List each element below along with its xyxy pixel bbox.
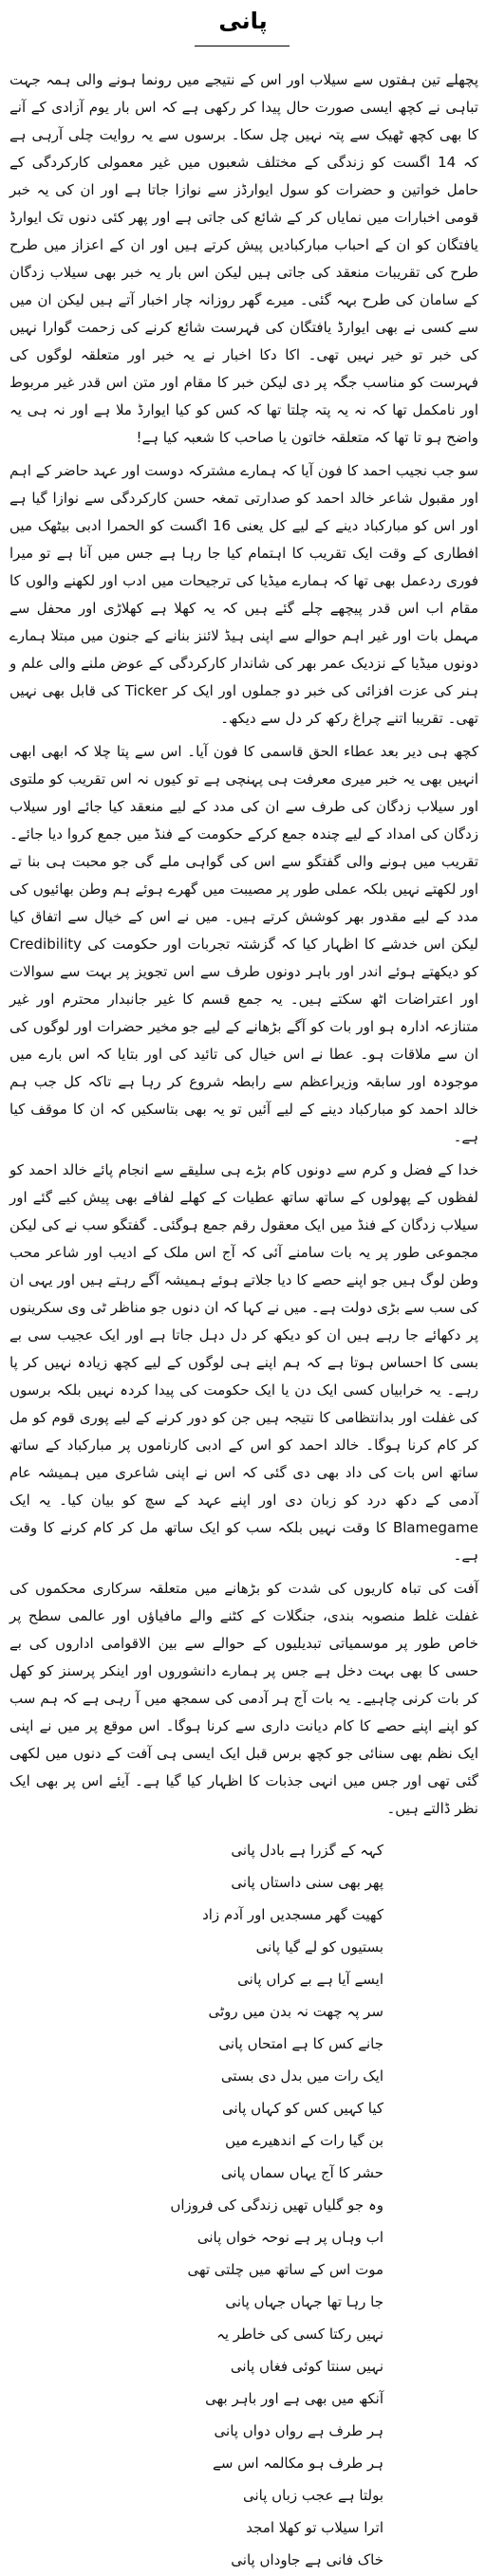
poem-line: پھر بھی سنی داستاں پانی	[231, 1874, 383, 1891]
poem-line: اترا سیلاب تو کھلا امجد	[246, 2519, 383, 2536]
column-title: پانی	[218, 8, 268, 34]
poem-line: ہر طرف ہو مکالمہ اس سے	[213, 2455, 383, 2472]
poem-line: بستیوں کو لے گیا پانی	[255, 1938, 383, 1955]
paragraph: سو جب نجیب احمد کا فون آیا کہ ہمارے مشترکہ دوست اور عہد حاضر کے اہم اور مقبول شاعر خالد احمد کو صدارتی تمغہ حسن کارکردگی سے نوازا گیا ہے اور اس کو مبارکباد دینے کے لیے کل یعنی 16 اگست کو الحمرا ادبی بیٹھک میں افطاری کے وقت ایک تقریب کا اہتمام کیا جا رہا ہے جس میں آنا ہے تو میرا فوری ردعمل بھی تھا کہ ہمارے میڈیا کی ترجیحات میں ادب اور لکھنے والوں کا مقام اب اس قدر پیچھے چلے گئے ہیں کہ یہ کھلا ہے کھلاڑی اور محفل سے مہمل بات اور غیر اہم حوالے سے اپنی ہیڈ لائنز بنانے کے جنون میں مبتلا ہمارے دونوں میڈیا کے نزدیک عمر بھر کی شاندار کارکردگی کے عوض ملنے والی علم و ہنر کی عزت افزائی کی خبر دو جملوں اور ایک کر Ticker کی قابل بھی نہیں تھی۔ تقریبا اتنے چراغ رکھ کر دل سے دیکھ۔	[9, 462, 478, 727]
article-body	[0, 66, 486, 1823]
poem-line: بن گیا رات کے اندھیرے میں	[225, 2132, 383, 2149]
poem-line: سر پہ چھت نہ بدن میں روٹی	[208, 2003, 383, 2020]
paragraph: پچھلے تین ہفتوں سے سیلاب اور اس کے نتیجے میں رونما ہونے والی ہمہ جہت تباہی نے کچھ ایسی صورت حال پیدا کر رکھی ہے کہ اس بار یوم آزادی کے آنے کا بھی کچھ ٹھیک سے پتہ نہیں چل سکا۔ برسوں سے یہ روایت چلی آرہی ہے کہ 14 اگست کو زندگی کے مختلف شعبوں میں غیر معمولی کارکردگی کے حامل خواتین و حضرات کو سول ایوارڈز سے نوازا جاتا ہے اور ان کی یہ خبر قومی اخبارات میں نمایاں کر کے شائع کی جاتی ہے اور پھر کئی دنوں تک ایوارڈ یافتگان کو ان کے احباب مبارکبادیں پیش کرتے ہیں اور ان کے اعزاز میں طرح طرح کی تقریبات منعقد کی جاتی ہیں لیکن اس بار یہ خبر بھی سیلاب زدگان کے سامان کی طرح بہہ گئی۔ میرے گھر روزانہ چار اخبار آتے ہیں لیکن ان میں سے کسی نے بھی ایوارڈ یافتگان کی فہرست شائع کرنے کی زحمت گوارا نہیں کی خبر تو خیر نہیں تھی۔ اکا دکا اخبار نے یہ خبر اور متعلقہ لوگوں کی فہرست کو مناسب جگہ پر دی لیکن خبر کا مقام اور متن اس قدر غیر مربوط اور نامکمل تھا کہ نہ یہ پتہ چلتا تھا کہ کس کو کیا ایوارڈ ملا ہے اور نہ ہی یہ واضح ہو تا تھا کہ متعلقہ خاتون یا صاحب کا شعبہ کیا ہے!	[9, 71, 478, 446]
poem-line: اب وہاں پر ہے نوحہ خواں پانی	[196, 2229, 383, 2246]
paragraph: خدا کے فضل و کرم سے دونوں کام بڑے ہی سلیقے سے انجام پائے خالد احمد کو لفظوں کے پھولوں کے ساتھ ساتھ عطیات کے کھلے لفافے بھی پیش کیے گئے اور سیلاب زدگان کے فنڈ میں ایک معقول رقم جمع ہوگئی۔ گفتگو سب نے کی لیکن مجموعی طور پر یہ بات سامنے آئی کہ آج اس ملک کے ادیب اور شاعر محب وطن لوگ ہیں جو اپنے حصے کا دیا جلاتے ہوئے ہمیشہ آگے رہتے ہیں اور یہی ان کی سب سے بڑی دولت ہے۔ میں نے کہا کہ ان دنوں جو مناظر ٹی وی سکرینوں پر دکھائے جا رہے ہیں ان کو دیکھ کر دل دہل جاتا ہے اور ایک عجیب سی بے بسی کا احساس ہوتا ہے کہ ہم اپنے ہی لوگوں کے لیے کچھ زیادہ نہیں کر پا رہے۔ یہ خرابیاں کسی ایک دن یا ایک حکومت کی پیدا کردہ نہیں بلکہ برسوں کی غفلت اور بدانتظامی کا نتیجہ ہیں جن کو دور کرنے کے لیے پوری قوم کو مل کر کام کرنا ہوگا۔ خالد احمد کو اس کے ادبی کارناموں پر مبارکباد کے ساتھ ساتھ اس بات کی داد بھی دی گئی کہ اس نے اپنی شاعری میں ہمیشہ عام آدمی کے دکھ درد کو زبان دی اور اپنے عہد کے سچ کو بیان کیا۔ یہ ایک Blamegame کا وقت نہیں بلکہ سب کو ایک ساتھ مل کر کام کرنے کا وقت ہے۔	[9, 1161, 478, 1564]
poem-line: جا رہا تھا جہاں جہاں پانی	[225, 2293, 383, 2310]
poem-line: کیا کہیں کس کو کہاں پانی	[221, 2100, 383, 2117]
poem-line: ہر طرف ہے رواں دواں پانی	[214, 2422, 383, 2439]
header	[0, 0, 486, 66]
poem	[0, 1828, 486, 2576]
poem-line: حشر کا آج یہاں سماں پانی	[220, 2164, 383, 2181]
poem-line: بولتا ہے عجب زباں پانی	[242, 2487, 383, 2504]
poem-line: کھیت گھر مسجدیں اور آدم زاد	[202, 1906, 383, 1923]
poem-line: کہہ کے گزرا ہے بادل پانی	[231, 1842, 383, 1859]
paragraph: آفت کی تباہ کاریوں کی شدت کو بڑھانے میں متعلقہ سرکاری محکموں کی غفلت غلط منصوبہ بندی، جنگلات کے کٹنے والے مافیاؤں اور عالمی سطح پر خاص طور پر موسمیاتی تبدیلیوں کے حوالے سے بین الاقوامی اداروں کی بے حسی کا بھی بہت دخل ہے جس پر ہمارے دانشوروں اور اینکر پرسنز کو کھل کر بات کرنی چاہیے۔ یہ بات آج ہر آدمی کی سمجھ میں آ رہی ہے کہ ہم سب کو اپنے اپنے حصے کا کام دیانت داری سے کرنا ہوگا۔ اس موقع پر میں نے اپنی ایک نظم بھی سنائی جو کچھ برس قبل ایک ایسی ہی آفت کے دنوں میں لکھی گئی تھی اور جس میں انہی جذبات کا اظہار کیا گیا ہے۔ آیئے اس پر بھی ایک نظر ڈالتے ہیں۔	[9, 1580, 478, 1817]
poem-line: نہیں رکتا کسی کی خاطر یہ	[216, 2326, 383, 2343]
paragraph: کچھ ہی دیر بعد عطاء الحق قاسمی کا فون آیا۔ اس سے پتا چلا کہ ابھی ابھی انہیں بھی یہ خبر میری معرفت ہی پہنچی ہے تو کیوں نہ اس تقریب کو ملتوی اور سیلاب زدگان کی طرف سے ان کی مدد کے لیے منعقد کیا جائے اور سیلاب زدگان کی امداد کے لیے چندہ جمع کرکے حکومت کے فنڈ میں جمع کروا دیا جائے۔ تقریب میں ہونے والی گفتگو سے اس کی گواہی ملے گی جو محبت ہی بنا تے اور لکھتے نہیں بلکہ عملی طور پر مصیبت میں گھرے ہوئے ہم وطن بھائیوں کی مدد کے لیے مقدور بھر کوشش کرتے ہیں۔ میں نے اس کے خیال سے اتفاق کیا لیکن اس خدشے کا اظہار کیا کہ گزشتہ تجربات اور حکومت کی Credibility کو دیکھتے ہوئے اندر اور باہر دونوں طرف سے اس تجویز پر بہت سے سوالات اور اعتراضات اٹھ سکتے ہیں۔ یہ جمع قسم کا غیر جانبدار محترم اور غیر متنازعہ ادارہ ہو اور بات کو آگے بڑھانے کے لیے جو مخیر حضرات اور لوگوں کی ان سے ملاقات ہو۔ عطا نے اس خیال کی تائید کی اور بتایا کہ اس بارے میں موجودہ اور سابقہ وزیراعظم سے رابطہ شروع کر رہا ہے تاکہ کل جب ہم خالد احمد کو مبارکباد دینے کے لیے آئیں تو یہ بھی بتاسکیں کہ ان کا موقف کیا ہے۔	[9, 743, 478, 1145]
poem-line: خاک فانی ہے جاوداں پانی	[231, 2551, 383, 2568]
poem-line: ایسے آیا ہے بے کراں پانی	[237, 1971, 383, 1988]
poem-line: وہ جو گلیاں تھیں زندگی کی فروزاں	[170, 2196, 383, 2214]
poem-line: موت اس کے ساتھ میں چلتی تھی	[187, 2261, 383, 2278]
poem-line: جانے کس کا ہے امتحاں پانی	[218, 2035, 383, 2052]
poem-line: نہیں سنتا کوئی فغاں پانی	[230, 2358, 383, 2375]
poem-line: ایک رات میں بدل دی بستی	[220, 2067, 383, 2085]
poem-line: آنکھ میں بھی ہے اور باہر بھی	[205, 2390, 383, 2407]
